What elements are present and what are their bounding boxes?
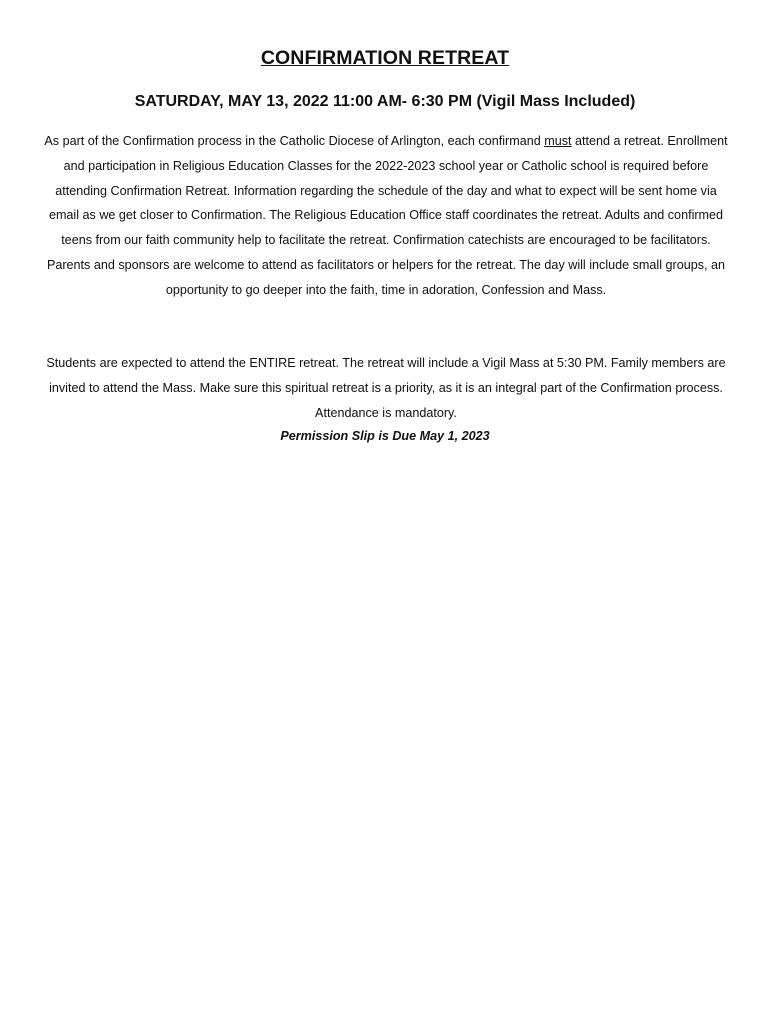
retreat-description-paragraph (40, 129, 732, 303)
event-date-subtitle: SATURDAY, MAY 13, 2022 11:00 AM- 6:30 PM (Vigil Mass Included) (134, 93, 636, 110)
paragraph1-text-start: As part of the Confirmation process in the Catholic Diocese of Arlington, each confirmand (44, 134, 545, 148)
attendance-paragraph: Students are expected to attend the ENTIRE retreat. The retreat will include a Vigil Mass at 5:30 PM. Family members are invited to attend the Mass. Make sure this spiritual retreat is a priority, as it is an integral part of the Confirmation process. Attendance is mandatory. (46, 356, 726, 420)
must-emphasis: must (544, 134, 572, 148)
document-title: CONFIRMATION RETREAT (260, 47, 510, 69)
paragraph1-text-end: attend a retreat. Enrollment and participation in Religious Education Classes for the 2022-2023 school year or Catholic school is required before attending Confirmation Retreat. Information regarding the schedule of the day and what to expect will be sent home via email as we get closer to Confirmation. The Religious Education Office staff coordinates the retreat. Adults and confirmed teens from our faith community help to facilitate the retreat. Confirmation catechists are encouraged to be facilitators. Parents and sponsors are welcome to attend as facilitators or helpers for the retreat. The day will include small groups, an opportunity to go deeper into the faith, time in adoration, Confession and Mass. (46, 134, 728, 297)
permission-slip-due-notice: Permission Slip is Due May 1, 2023 (280, 429, 490, 443)
